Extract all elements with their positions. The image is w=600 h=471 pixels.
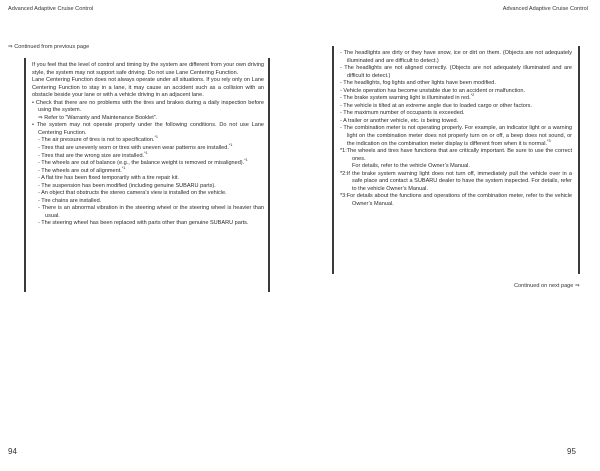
condition-item: - An object that obstructs the stereo camera’s view is installed on the vehicle. — [38, 190, 227, 197]
intro-paragraph-2: Lane Centering Function does not always operate under all situations. If you rely only on Lane Centering Function to stay in a lane, it may cause an accident such as a collision with an obstacle beside your lane or with a vehicle driving in an adjacent lane. — [32, 77, 264, 99]
footnote: *2:If the brake system warning light does not turn off, immediately pull the vehicle over in a safe place and contact a SUBARU dealer to have the system inspected. For details, refer to the vehicle Owner’s Manual. — [340, 170, 572, 192]
condition-item: - A trailer or another vehicle, etc. is being towed. — [340, 117, 459, 124]
right-conditions-list — [340, 50, 572, 148]
footnotes-list — [340, 148, 572, 208]
reference-link: ⇒ Refer to “Warranty and Maintenance Booklet”. — [38, 114, 158, 121]
condition-item: - There is an abnormal vibration in the steering wheel or the steering wheel is heavier than usual. — [38, 205, 264, 219]
condition-item: - The suspension has been modified (including genuine SUBARU parts). — [38, 182, 216, 189]
footnote-marker: *3 — [547, 138, 551, 143]
left-column-bar — [24, 58, 26, 292]
condition-item: - The air pressure of tires is not to specification.$^{*1}$ — [38, 135, 159, 144]
left-column-bar-right — [268, 58, 270, 292]
footnote-marker: *1 — [121, 165, 126, 170]
condition-item: - Vehicle operation has become unstable due to an accident or malfunction. — [340, 87, 526, 94]
footnote-marker: *1 — [144, 150, 148, 155]
right-column-bar — [332, 46, 334, 274]
footnote: *3:For details about the functions and operations of the combination meter, refer to the vehicle Owner’s Manual. — [340, 193, 572, 207]
condition-item: - The wheels are out of alignment.$^{*1}$ — [38, 165, 126, 174]
condition-item: - The maximum number of occupants is exceeded. — [340, 110, 465, 117]
condition-item: - The steering wheel has been replaced with parts other than genuine SUBARU parts. — [38, 220, 249, 227]
continued-on-label: Continued on next page ⇒ — [514, 283, 580, 289]
continued-from-label: ⇒ Continued from previous page — [8, 44, 90, 50]
footnote-marker: *1 — [244, 158, 248, 163]
bullet-inspection: • Check that there are no problems with the tires and brakes during a daily inspection before using the system. — [32, 99, 264, 114]
right-column-bar-right — [578, 46, 580, 274]
condition-item: - The wheels are out of balance (e.g., the balance weight is removed or misaligned).$^{*1}$ — [38, 158, 248, 167]
footnote-marker: *1 — [228, 143, 233, 148]
condition-item: - Tires that are unevenly worn or tires with uneven wear patterns are installed.$^{*1}$ — [38, 143, 233, 152]
condition-item: - The brake system warning light is illuminated in red.$^{*2}$ — [340, 93, 475, 102]
right-warning-block — [340, 50, 572, 208]
header-right-title: Advanced Adaptive Cruise Control — [502, 6, 588, 12]
bullet-conditions: • The system may not operate properly under the following conditions. Do not use Lane Centering Function. — [32, 122, 264, 136]
footnote: *1:The wheels and tires have functions that are critically important. Be sure to use the correct ones. — [340, 148, 572, 162]
condition-item: - A flat tire has been fixed temporarily with a tire repair kit. — [38, 175, 179, 182]
footnote-marker: *2 — [470, 93, 475, 98]
left-conditions-list — [32, 137, 264, 228]
condition-item: - The headlights are not aligned correctly. (Objects are not adequately illuminated and are difficult to detect.) — [340, 65, 572, 79]
condition-item: - The headlights are dirty or they have snow, ice or dirt on them. (Objects are not adequately illuminated and are difficult to detect.) — [340, 50, 573, 64]
condition-item: - The combination meter is not operating properly. For example, an indicator light or a warning light on the combination meter does not properly turn on or off, a beep does not sound, or the indication on the combination meter display is different from when it is normal.$^{*3}$ — [340, 125, 572, 147]
condition-item: - The vehicle is tilted at an extreme angle due to loaded cargo or other factors. — [340, 102, 532, 109]
page-number-right: 95 — [567, 447, 576, 456]
footnote-marker: *1 — [154, 135, 159, 140]
page-number-left: 94 — [8, 447, 17, 456]
condition-item: - The headlights, fog lights and other lights have been modified. — [340, 80, 496, 87]
header-left-title: Advanced Adaptive Cruise Control — [8, 6, 94, 12]
footnote-detail: For details, refer to the vehicle Owner’s Manual. — [352, 163, 470, 170]
left-warning-block — [32, 62, 264, 228]
condition-item: - Tires that are the wrong size are installed.$^{*1}$ — [38, 150, 148, 159]
condition-item: - Tire chains are installed. — [38, 197, 102, 204]
intro-paragraph-1: If you feel that the level of control and timing by the system are different from your own driving style, the system may not support safe driving. Do not use Lane Centering Function. — [32, 62, 264, 76]
